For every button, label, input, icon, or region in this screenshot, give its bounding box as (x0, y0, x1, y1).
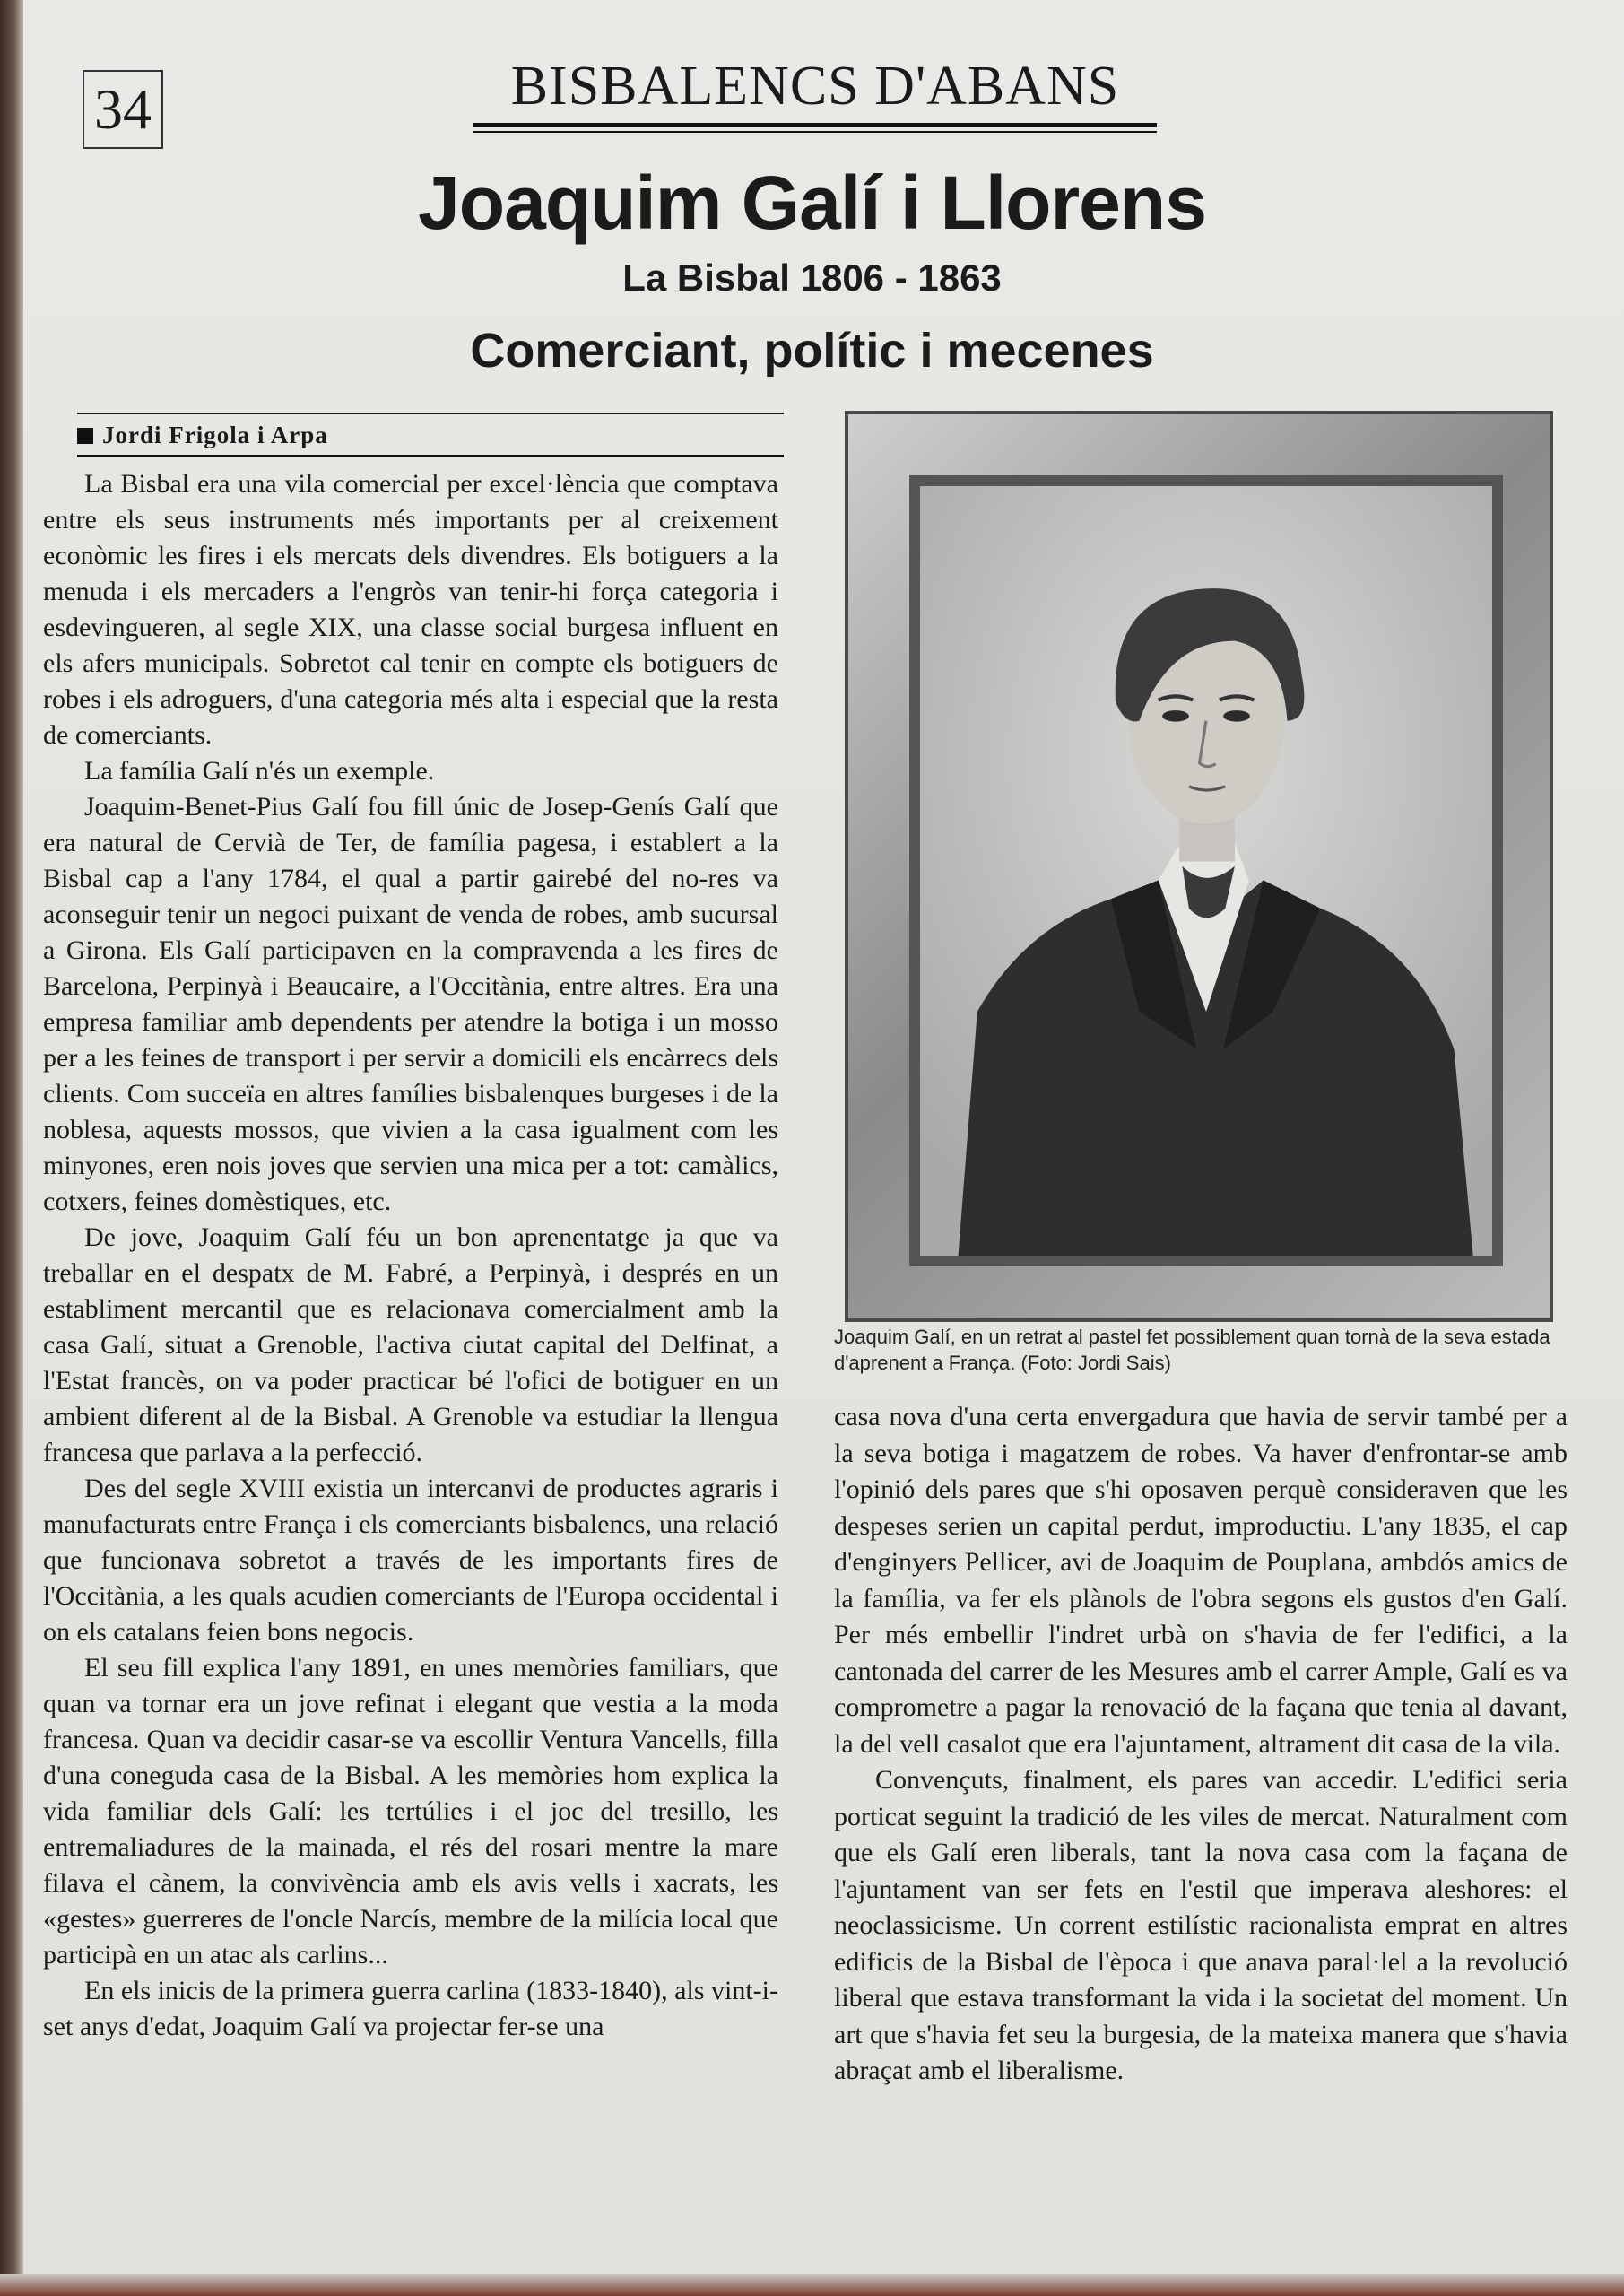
paragraph: El seu fill explica l'any 1891, en unes memòries familiars, que quan va tornar era un jove refinat i elegant que vestia a la moda francesa. Quan va decidir casar-se va escollir Ventura Vancells, filla d'una coneguda casa de la Bisbal. A les memòries hom explica la vida familiar dels Galí: les tertúlies i el joc del tresillo, les entremaliadures de la mainada, el rés del rosari mentre la mare filava el cànem, la convivència amb els avis vells i xacrats, les «gestes» guerreres de l'oncle Narcís, membre de la milícia local que participà en un atac als carlins... (43, 1653, 778, 1970)
square-bullet-icon (77, 428, 93, 444)
paragraph: Joaquim-Benet-Pius Galí fou fill únic de Josep-Genís Galí que era natural de Cervià de Ter, de família pagesa, i establert a la Bisbal cap a l'any 1784, el qual a partir gairebé del no-res va aconseguir tenir un negoci puixant de venda de robes, amb sucursal a Girona. Els Galí participaven en la compravenda a les fires de Barcelona, Perpinyà i Beaucaire, a l'Occitània, entre altres. Era una empresa familiar amb dependents per atendre la botiga i un mosso per a les feines de transport i per servir a domicili els encàrrecs dels clients. Com succeïa en altres famílies bisbalenques burgeses i de la noblesa, aquests mossos, que vivien a la casa igualment com les minyones, eren nois joves que servien una mica per a tot: camàlics, cotxers, feines domèstiques, etc. (43, 792, 778, 1216)
portrait-mat (909, 475, 1503, 1266)
section-rule-thin (473, 131, 1157, 133)
portrait-image (920, 486, 1492, 1256)
right-column (834, 1399, 1568, 2090)
portrait-frame (845, 411, 1553, 1322)
page-number: 34 (83, 70, 163, 149)
section-rule (473, 123, 1157, 127)
paragraph: La família Galí n'és un exemple. (84, 756, 435, 786)
section-title: BISBALENCS D'ABANS (510, 56, 1120, 117)
paragraph: Des del segle XVIII existia un intercanvi de productes agraris i manufacturats entre França i els comerciants bisbalencs, una relació que funcionava sobretot a través de les importants fires de l'Occitània, a les quals acudien comerciants de l'Europa occidental i on els catalans feien bons negocis. (43, 1474, 778, 1647)
paragraph: casa nova d'una certa envergadura que havia de servir també per a la seva botiga i magatzem de robes. Va haver d'enfrontar-se amb l'opinió dels pares que s'hi oposaven perquè consideraven que les despeses serien un capital perdut, improductiu. L'any 1835, el cap d'enginyers Pellicer, avi de Joaquim de Pouplana, ambdós amics de la família, va fer els plànols de l'obra segons els gustos d'en Galí. Per més embellir l'indret urbà on s'havia de fer l'edifici, a la cantonada del carrer de les Mesures amb el carrer Ample, Galí es va comprometre a pagar la renovació de la façana que tenia al davant, la del vell casalot que era l'ajuntament, altrament dit casa de la vila. (834, 1402, 1568, 1759)
byline (77, 413, 784, 457)
article-dates: La Bisbal 1806 - 1863 (622, 257, 1002, 299)
article-tagline: Comerciant, polític i mecenes (470, 324, 1154, 378)
photo-caption: Joaquim Galí, en un retrat al pastel fet possiblement quan tornà de la seva estada d'aprenent a França. (Foto: Jordi Sais) (834, 1326, 1550, 1374)
section-header (473, 57, 1157, 133)
article-title: Joaquim Galí i Llorens (418, 161, 1206, 245)
left-column (43, 466, 778, 2045)
page-edge-bottom (0, 2274, 1624, 2296)
paragraph: En els inicis de la primera guerra carlina (1833-1840), als vint-i-set anys d'edat, Joaquim Galí va projectar fer-se una (43, 1976, 778, 2041)
byline-rule-bottom (77, 455, 784, 457)
paragraph: La Bisbal era una vila comercial per excel·lència que comptava entre els seus instruments més importants per al creixement econòmic les fires i els mercats dels divendres. Els botiguers a la menuda i els mercaders a l'engròs van tenir-hi força categoria i esdevingueren, al segle XIX, una classe social burgesa influent en els afers municipals. Sobretot cal tenir en compte els botiguers de robes i els adroguers, d'una categoria més alta i especial que la resta de comerciants. (43, 469, 778, 750)
paragraph: Convençuts, finalment, els pares van accedir. L'edifici seria porticat seguint la tradició de les viles de mercat. Naturalment com que els Galí eren liberals, tant la nova casa com la façana de l'ajuntament van ser fets en l'estil que imperava aleshores: el neoclassicisme. Un corrent estilístic racionalista emprat en altres edificis de la Bisbal de l'època i que anava paral·lel a la revolució liberal que estava transformant la vida i la societat del moment. Un art que s'havia fet seu la burgesia, de la mateixa manera que s'havia abraçat amb el liberalisme. (834, 1765, 1568, 2085)
paragraph: De jove, Joaquim Galí féu un bon aprenentatge ja que va treballar en el despatx de M. Fabré, a Perpinyà, i després en un establiment mercantil que es relacionava comercialment amb la casa Galí, situat a Grenoble, l'activa ciutat capital del Delfinat, a l'Estat francès, on va poder practicar bé l'ofici de botiguer en un ambient diferent al de la Bisbal. A Grenoble va estudiar la llengua francesa que parlava a la perfecció. (43, 1222, 778, 1467)
author-name: Jordi Frigola i Arpa (102, 422, 328, 448)
